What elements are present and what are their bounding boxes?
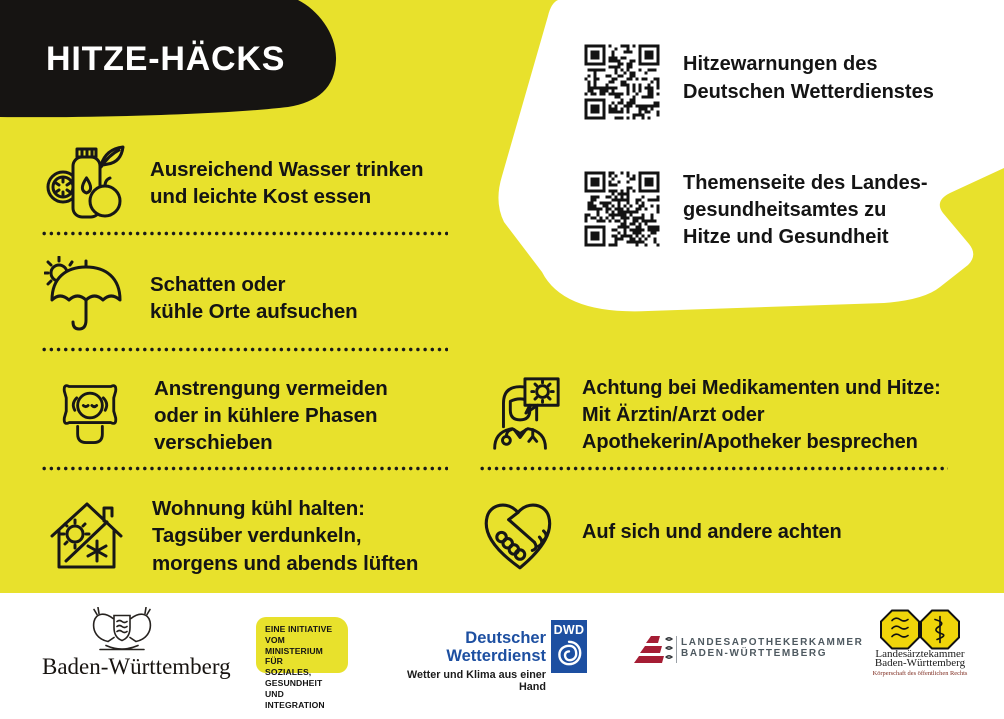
baden-wuerttemberg-crest-icon — [84, 607, 160, 654]
ministry-badge-line: SOZIALES, GESUNDHEIT — [265, 667, 323, 688]
handshake-heart-icon — [476, 492, 564, 574]
umbrella-sun-icon — [44, 256, 128, 340]
qr-caption-line: gesundheitsamtes zu — [683, 199, 887, 221]
ministry-badge-line: EINE INITIATIVE VOM — [265, 624, 333, 645]
rest-pillow-icon — [52, 373, 128, 457]
aerztekammer-line: Landesärztekammer — [875, 648, 965, 660]
qr-caption-line: Themenseite des Landes- — [683, 172, 928, 194]
apothekerkammer-line: LANDESAPOTHEKERKAMMER — [681, 637, 864, 648]
tip-line: Apothekerin/Apotheker besprechen — [582, 430, 918, 453]
qr-section-dwd-warnings — [583, 43, 963, 121]
tip-line: Anstrengung vermeiden — [154, 376, 388, 400]
qr-code-health-office — [583, 170, 661, 248]
tip-line: Wohnung kühl halten: — [152, 496, 365, 520]
doctor-speech-bubble-icon — [482, 373, 564, 457]
dwd-title: Deutscher Wetterdienst — [446, 629, 546, 665]
tip-drink-water — [44, 132, 423, 234]
dotted-divider — [42, 231, 448, 236]
tip-line: Tagsüber verdunkeln, — [152, 524, 362, 548]
baden-wuerttemberg-wordmark: Baden-Württemberg — [42, 654, 231, 679]
tip-look-after-each-other — [476, 490, 842, 576]
apothekerkammer-emblem-icon — [634, 635, 678, 665]
water-bottle-fruit-icon — [44, 141, 128, 225]
tip-line: Achtung bei Medikamenten und Hitze: — [582, 376, 941, 399]
tip-keep-home-cool — [46, 488, 418, 584]
qr-caption-line: Hitzewarnungen des — [683, 53, 878, 75]
dwd-box-label: DWD — [553, 623, 585, 637]
qr-caption-line: Hitze und Gesundheit — [683, 226, 889, 248]
dwd-subtitle: Wetter und Klima aus einer Hand — [407, 669, 546, 693]
tip-seek-shade — [44, 250, 358, 346]
ministry-initiative-badge — [256, 617, 348, 710]
qr-code-dwd-warnings — [583, 43, 661, 121]
aerztekammer-logo — [872, 609, 968, 678]
footer-logo-bar — [0, 593, 1004, 719]
apothekerkammer-line: BADEN-WÜRTTEMBERG — [681, 647, 828, 659]
tip-avoid-exertion — [52, 366, 388, 464]
qr-section-health-office — [583, 170, 963, 251]
tip-line: Mit Ärztin/Arzt oder — [582, 403, 765, 426]
tip-medication-heat — [482, 366, 941, 464]
tip-line: Ausreichend Wasser trinken — [150, 157, 424, 181]
page-title: HITZE-HÄCKS — [46, 40, 286, 78]
tip-line: und leichte Kost essen — [150, 185, 372, 208]
dwd-logo-text — [380, 629, 546, 693]
tip-line: verschieben — [154, 430, 273, 454]
dotted-divider — [42, 347, 448, 352]
apothekerkammer-logo-text — [681, 638, 864, 659]
dwd-spiral-icon — [551, 637, 587, 669]
dwd-logo-box — [551, 620, 587, 673]
tip-line: Schatten oder — [150, 272, 286, 296]
ministry-badge-line: MINISTERIUM FÜR — [265, 645, 323, 667]
dotted-divider — [42, 466, 448, 471]
tip-line: oder in kühlere Phasen — [154, 403, 378, 427]
dotted-divider — [480, 466, 948, 471]
tip-line: Auf sich und andere achten — [582, 521, 842, 544]
aerztekammer-subline: Körperschaft des öffentlichen Rechts — [872, 670, 968, 677]
aerztekammer-octagons-icon — [880, 609, 960, 650]
house-sun-snowflake-icon — [46, 494, 130, 578]
tip-line: kühle Orte aufsuchen — [150, 300, 358, 323]
aerztekammer-line: Baden-Württemberg — [874, 657, 966, 669]
ministry-badge-line: UND INTEGRATION — [265, 688, 325, 710]
tip-line: morgens und abends lüften — [152, 551, 419, 575]
qr-caption-line: Deutschen Wetterdienstes — [683, 80, 934, 103]
